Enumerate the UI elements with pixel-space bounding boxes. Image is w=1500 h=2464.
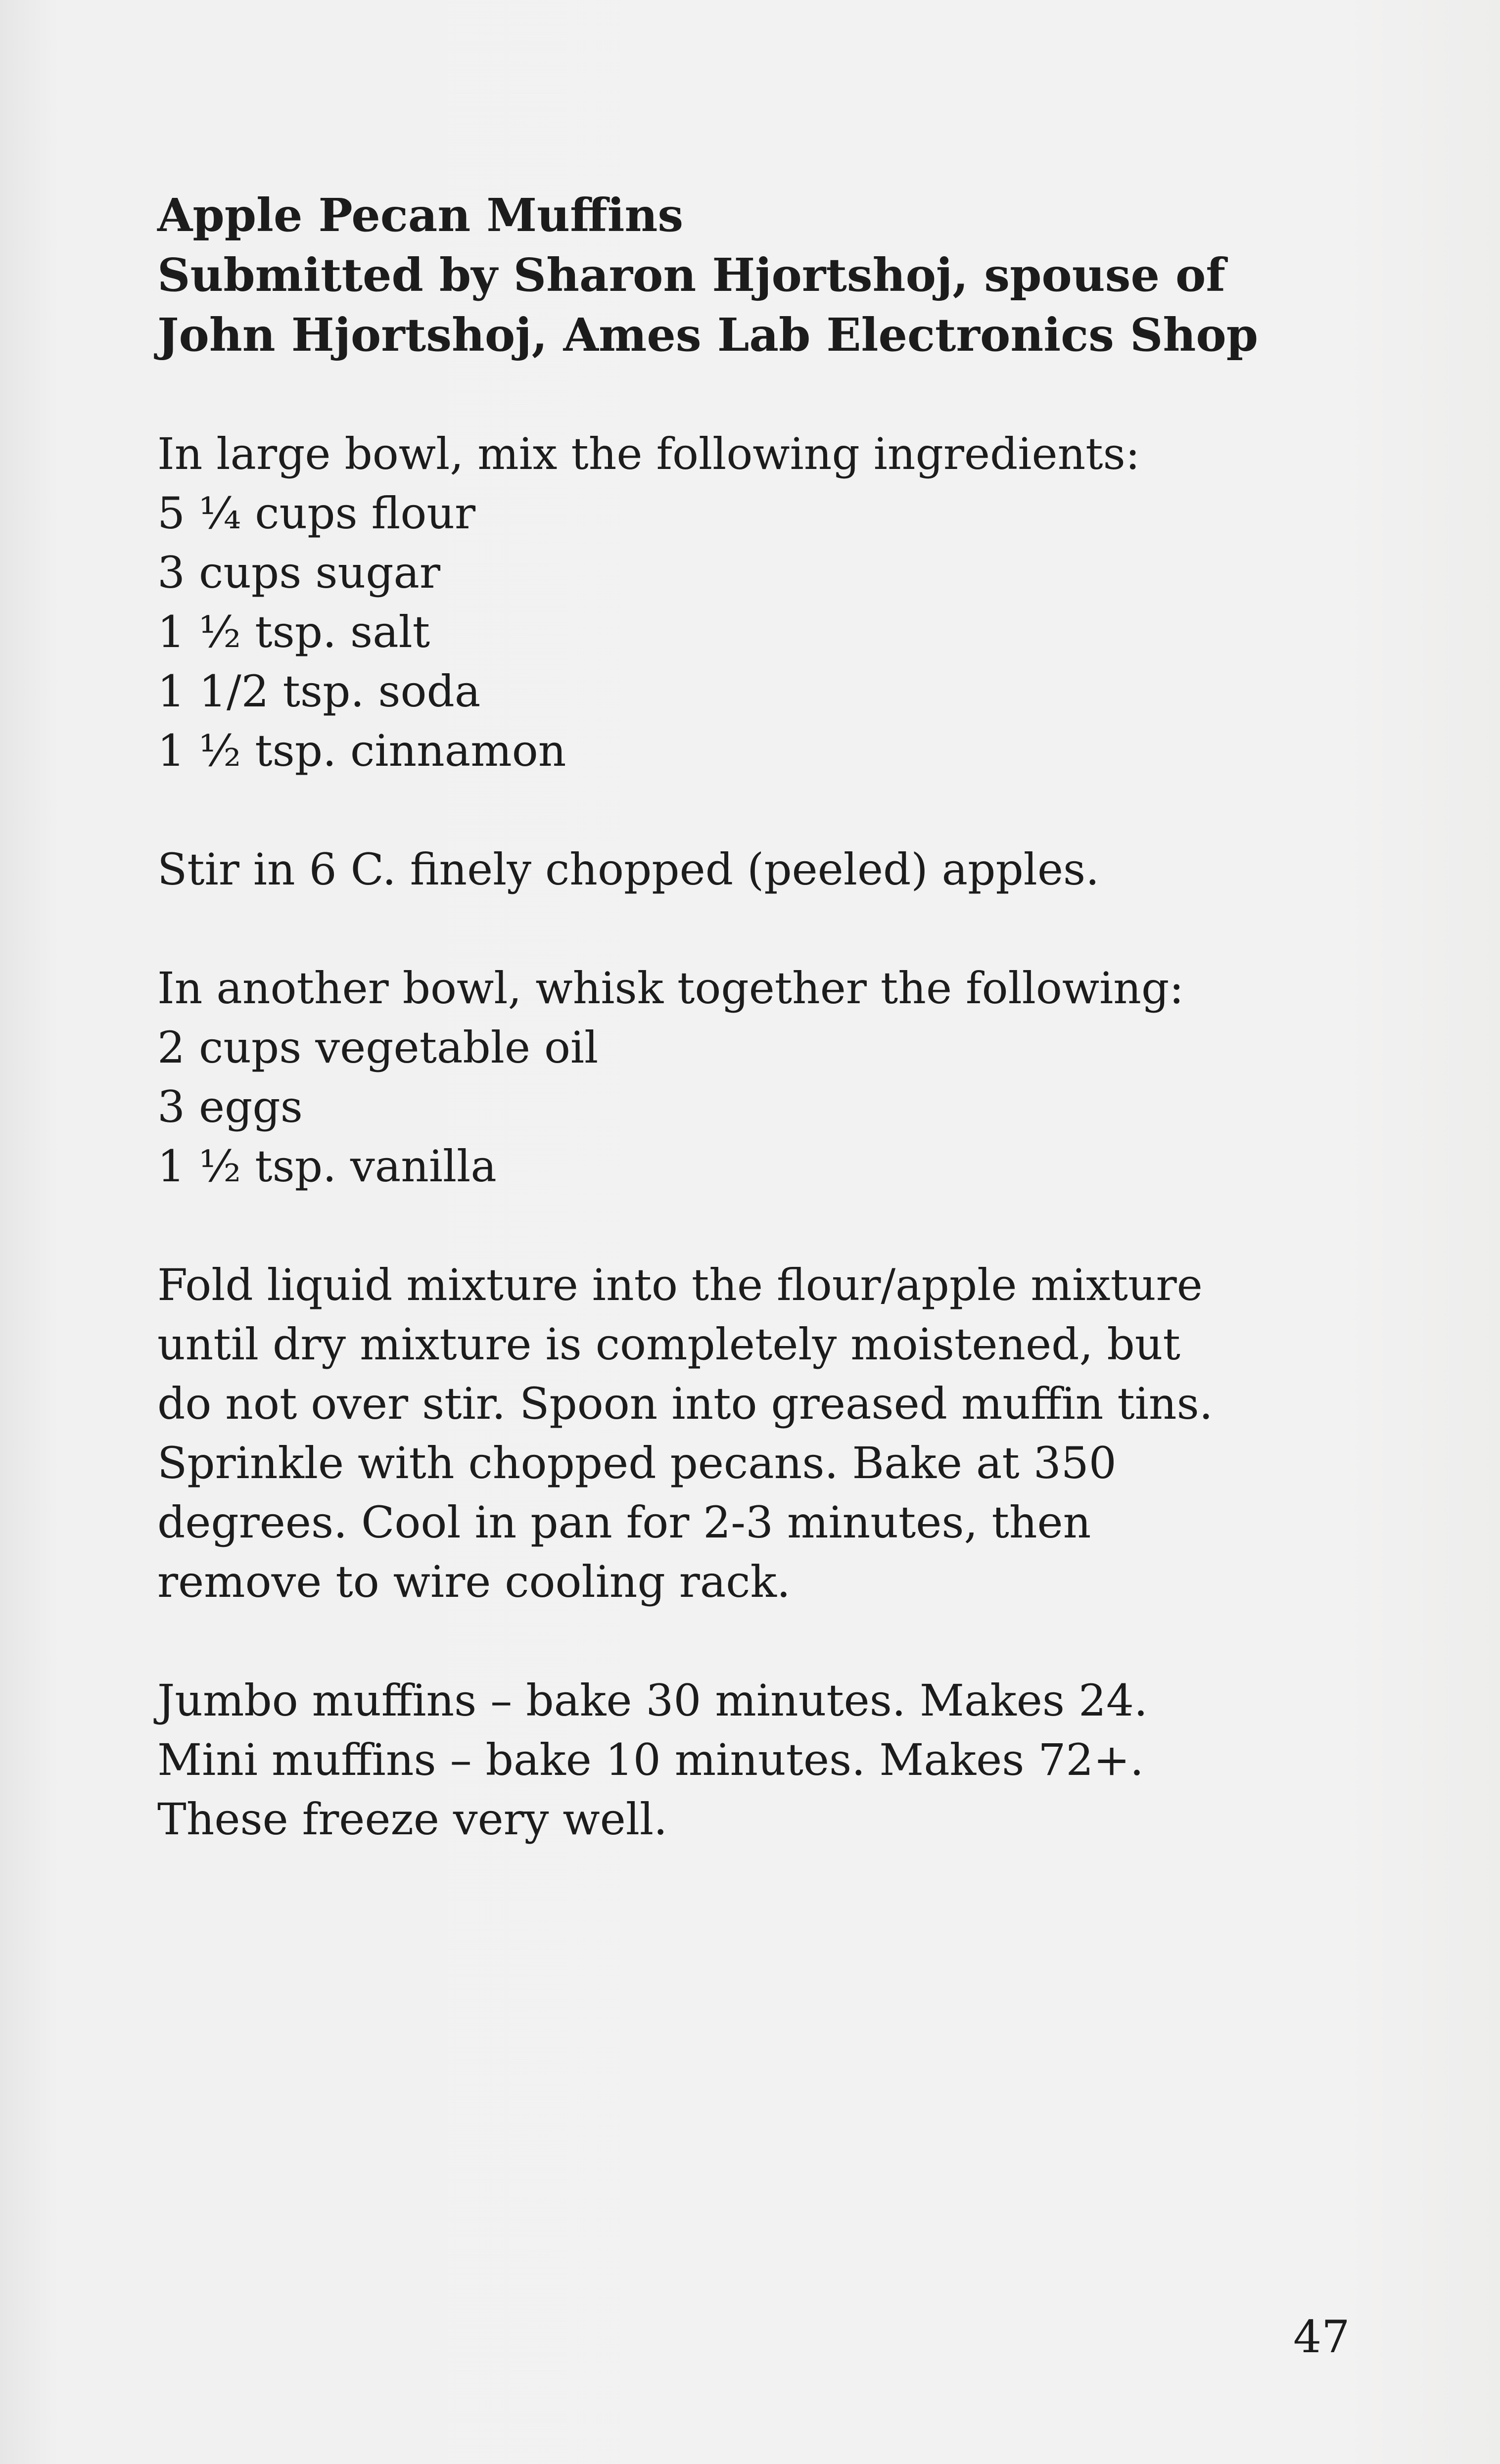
ingredient-item: 2 cups vegetable oil: [157, 1022, 599, 1073]
dry-ingredients-section: [157, 424, 1325, 781]
direction-line: Fold liquid mixture into the flour/apple mixture: [157, 1259, 1203, 1310]
direction-line: Sprinkle with chopped pecans. Bake at 350: [157, 1438, 1117, 1488]
direction-line: do not over stir. Spoon into greased muffin tins.: [157, 1378, 1213, 1429]
submitted-by-line-2: John Hjortshoj, Ames Lab Electronics Shop: [157, 308, 1259, 362]
submitted-by-line-1: Submitted by Sharon Hjortshoj, spouse of: [157, 248, 1225, 302]
direction-line: remove to wire cooling rack.: [157, 1556, 791, 1607]
dry-intro: In large bowl, mix the following ingredients:: [157, 428, 1140, 479]
note-line: Mini muffins – bake 10 minutes. Makes 72+.: [157, 1734, 1144, 1785]
recipe-header: [157, 186, 1325, 365]
stir-instruction: Stir in 6 C. finely chopped (peeled) apples.: [157, 844, 1100, 895]
spacer: [157, 899, 1325, 959]
ingredient-item: 3 cups sugar: [157, 547, 441, 598]
recipe-title: Apple Pecan Muffins: [157, 188, 684, 242]
spacer: [157, 1196, 1325, 1255]
recipe-content: [157, 186, 1325, 1849]
ingredient-item: 1 1/2 tsp. soda: [157, 666, 481, 717]
ingredient-item: 5 ¼ cups flour: [157, 488, 476, 539]
ingredient-item: 3 eggs: [157, 1081, 303, 1132]
spacer: [157, 781, 1325, 840]
ingredient-item: 1 ½ tsp. salt: [157, 606, 430, 657]
directions-section: [157, 1255, 1325, 1612]
note-line: Jumbo muffins – bake 30 minutes. Makes 24.: [157, 1675, 1148, 1726]
note-line: These freeze very well.: [157, 1794, 668, 1845]
wet-intro: In another bowl, whisk together the following:: [157, 963, 1184, 1014]
notes-section: [157, 1671, 1325, 1849]
spacer: [157, 365, 1325, 424]
direction-line: degrees. Cool in pan for 2-3 minutes, then: [157, 1497, 1091, 1548]
ingredient-item: 1 ½ tsp. vanilla: [157, 1141, 497, 1192]
page-number: 47: [1293, 2311, 1350, 2363]
ingredient-item: 1 ½ tsp. cinnamon: [157, 725, 566, 776]
wet-ingredients-section: [157, 959, 1325, 1196]
direction-line: until dry mixture is completely moistened, but: [157, 1319, 1180, 1370]
spacer: [157, 1612, 1325, 1671]
